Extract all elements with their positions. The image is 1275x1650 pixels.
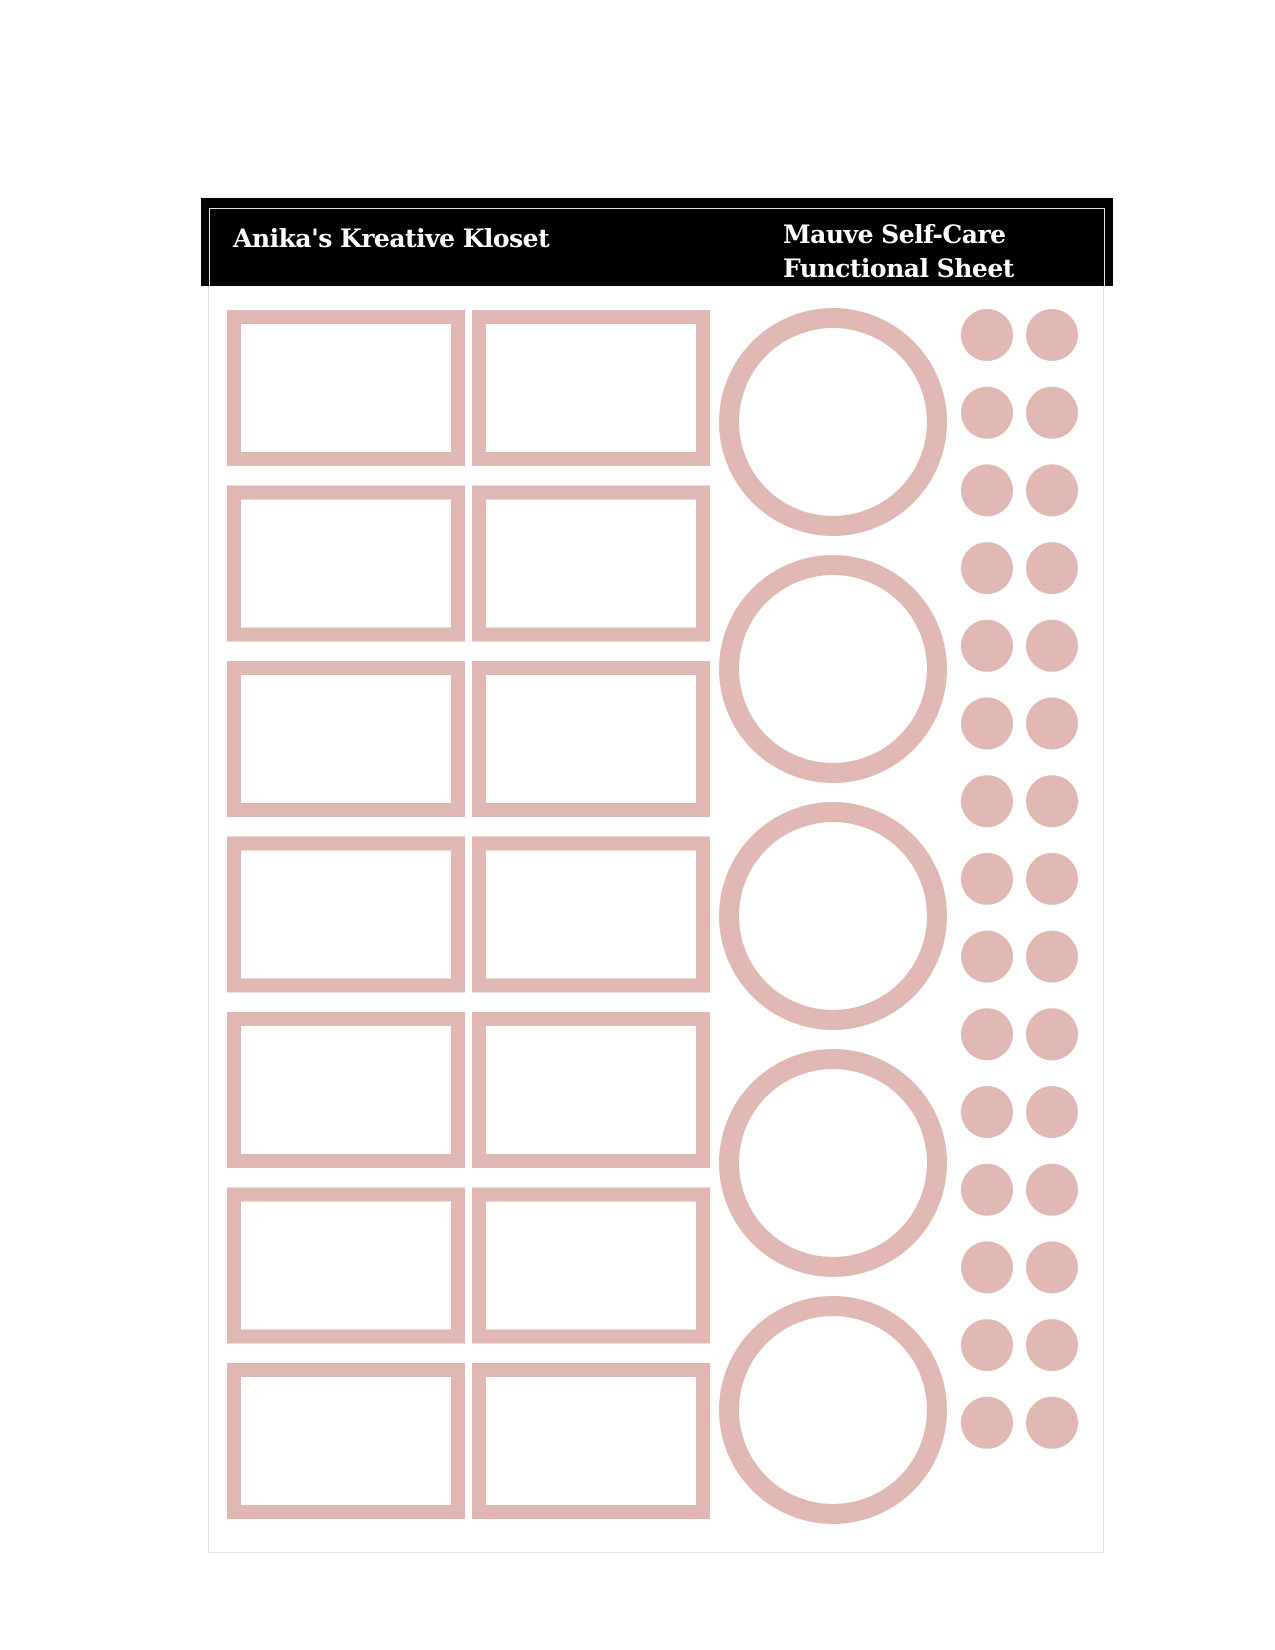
dot-sticker bbox=[1026, 1164, 1078, 1216]
dot-sticker bbox=[1026, 620, 1078, 672]
dot-sticker bbox=[1026, 1319, 1078, 1371]
dot-sticker bbox=[961, 1319, 1013, 1371]
box-sticker bbox=[234, 493, 458, 635]
box-sticker bbox=[234, 668, 458, 810]
dot-sticker bbox=[1026, 464, 1078, 516]
dot-sticker bbox=[1026, 387, 1078, 439]
ring-sticker bbox=[729, 1306, 937, 1514]
ring-sticker bbox=[729, 565, 937, 773]
dot-sticker bbox=[961, 387, 1013, 439]
dot-sticker bbox=[961, 775, 1013, 827]
dot-sticker bbox=[961, 931, 1013, 983]
ring-sticker bbox=[729, 1059, 937, 1267]
dot-sticker bbox=[961, 1164, 1013, 1216]
box-sticker bbox=[234, 844, 458, 986]
dot-stickers bbox=[961, 309, 1078, 1449]
dot-sticker bbox=[961, 1241, 1013, 1293]
box-sticker bbox=[479, 1370, 703, 1512]
box-sticker bbox=[479, 317, 703, 459]
box-sticker bbox=[479, 1019, 703, 1161]
dot-sticker bbox=[1026, 1008, 1078, 1060]
dot-sticker bbox=[961, 620, 1013, 672]
dot-sticker bbox=[961, 1397, 1013, 1449]
box-sticker bbox=[479, 668, 703, 810]
box-sticker bbox=[234, 317, 458, 459]
box-sticker bbox=[234, 1019, 458, 1161]
box-stickers bbox=[234, 317, 703, 1512]
dot-sticker bbox=[961, 1086, 1013, 1138]
ring-sticker bbox=[729, 812, 937, 1020]
dot-sticker bbox=[961, 853, 1013, 905]
dot-sticker bbox=[1026, 775, 1078, 827]
dot-sticker bbox=[1026, 1086, 1078, 1138]
box-sticker bbox=[234, 1195, 458, 1337]
dot-sticker bbox=[1026, 542, 1078, 594]
ring-sticker bbox=[729, 318, 937, 526]
box-sticker bbox=[479, 493, 703, 635]
dot-sticker bbox=[1026, 1241, 1078, 1293]
box-sticker bbox=[479, 1195, 703, 1337]
dot-sticker bbox=[961, 464, 1013, 516]
brand-name: Anika's Kreative Kloset bbox=[233, 224, 550, 253]
dot-sticker bbox=[1026, 698, 1078, 750]
ring-stickers bbox=[729, 318, 937, 1514]
sheet-title-line-2: Functional Sheet bbox=[783, 254, 1014, 283]
dot-sticker bbox=[1026, 931, 1078, 983]
sheet-title-line-1: Mauve Self-Care bbox=[783, 220, 1006, 249]
dot-sticker bbox=[961, 1008, 1013, 1060]
box-sticker bbox=[479, 844, 703, 986]
dot-sticker bbox=[1026, 1397, 1078, 1449]
dot-sticker bbox=[961, 542, 1013, 594]
dot-sticker bbox=[1026, 853, 1078, 905]
dot-sticker bbox=[1026, 309, 1078, 361]
dot-sticker bbox=[961, 309, 1013, 361]
box-sticker bbox=[234, 1370, 458, 1512]
dot-sticker bbox=[961, 698, 1013, 750]
